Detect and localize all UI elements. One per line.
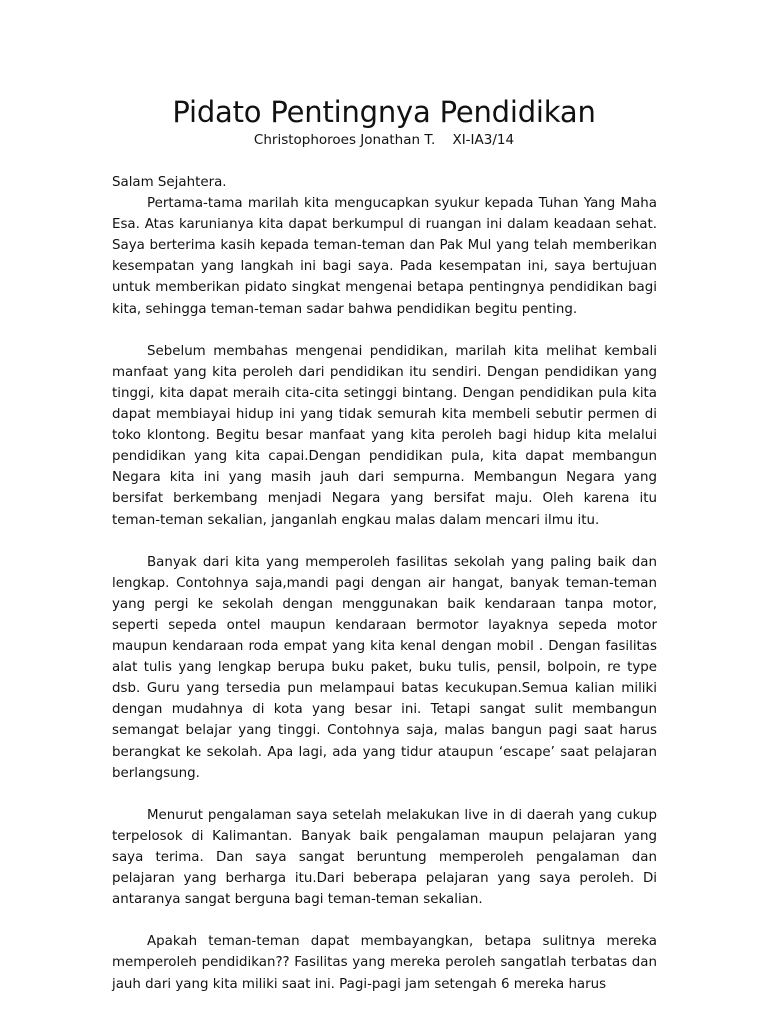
author-line: Christophoroes Jonathan T. XI-IA3/14 — [253, 132, 515, 148]
speech-body — [112, 172, 657, 1016]
greeting: Salam Sejahtera. — [112, 175, 227, 190]
paragraph-benefits: Sebelum membahas mengenai pendidikan, marilah kita melihat kembali manfaat yang kita peroleh dari pendidikan itu sendiri. Dengan pendidikan yang tinggi, kita dapat meraih cita-cita setinggi bintang. Dengan pendidikan pula kita dapat membiayai hidup ini yang tidak semurah kita membeli sebutir permen di toko klontong. Begitu besar manfaat yang kita peroleh bagi hidup kita melalui pendidikan yang kita capai.Dengan pendidikan pula, kita dapat membangun Negara kita ini yang masih jauh dari sempurna. Membangun Negara yang bersifat berkembang menjadi Negara yang bersifat maju. Oleh karena itu teman-teman sekalian, janganlah engkau malas dalam mencari ilmu itu. — [112, 343, 657, 528]
paragraph-opening: Pertama-tama marilah kita mengucapkan syukur kepada Tuhan Yang Maha Esa. Atas karunianya kita dapat berkumpul di ruangan ini dalam keadaan sehat. Saya berterima kasih kepada teman-teman dan Pak Mul yang telah memberikan kesempatan yang langkah ini bagi saya. Pada kesempatan ini, saya bertujuan untuk memberikan pidato singkat mengenai betapa pentingnya pendidikan bagi kita, sehingga teman-teman sadar bahwa pendidikan begitu penting. — [112, 196, 657, 317]
paragraph-imagine: Apakah teman-teman dapat membayangkan, betapa sulitnya mereka memperoleh pendidikan?? Fasilitas yang mereka peroleh sangatlah terbatas dan jauh dari yang kita miliki saat ini. Pagi-pagi jam setengah 6 mereka harus — [112, 934, 657, 992]
paragraph-experience: Menurut pengalaman saya setelah melakukan live in di daerah yang cukup terpelosok di Kalimantan. Banyak baik pengalaman maupun pelajaran yang saya terima. Dan saya sangat beruntung memperoleh pengalaman dan pelajaran yang berharga itu.Dari beberapa pelajaran yang saya peroleh. Di antaranya sangat berguna bagi teman-teman sekalian. — [112, 807, 657, 908]
document-title: Pidato Pentingnya Pendidikan — [172, 95, 596, 129]
paragraph-facilities: Banyak dari kita yang memperoleh fasilitas sekolah yang paling baik dan lengkap. Contohnya saja,mandi pagi dengan air hangat, banyak teman-teman yang pergi ke sekolah dengan menggunakan baik kendaraan tanpa motor, seperti sepeda ontel maupun kendaraan bermotor layaknya sepeda motor maupun kendaraan roda empat yang kita kenal dengan mobil . Dengan fasilitas alat tulis yang lengkap berupa buku paket, buku tulis, pensil, bolpoin, re type dsb. Guru yang tersedia pun melampaui batas kecukupan.Semua kalian miliki dengan mudahnya di kota yang besar ini. Tetapi sangat sulit membangun semangat belajar yang tinggi. Contohnya saja, malas bangun pagi saat harus berangkat ke sekolah. Apa lagi, ada yang tidur ataupun ‘escape’ saat pelajaran berlangsung. — [112, 554, 657, 781]
